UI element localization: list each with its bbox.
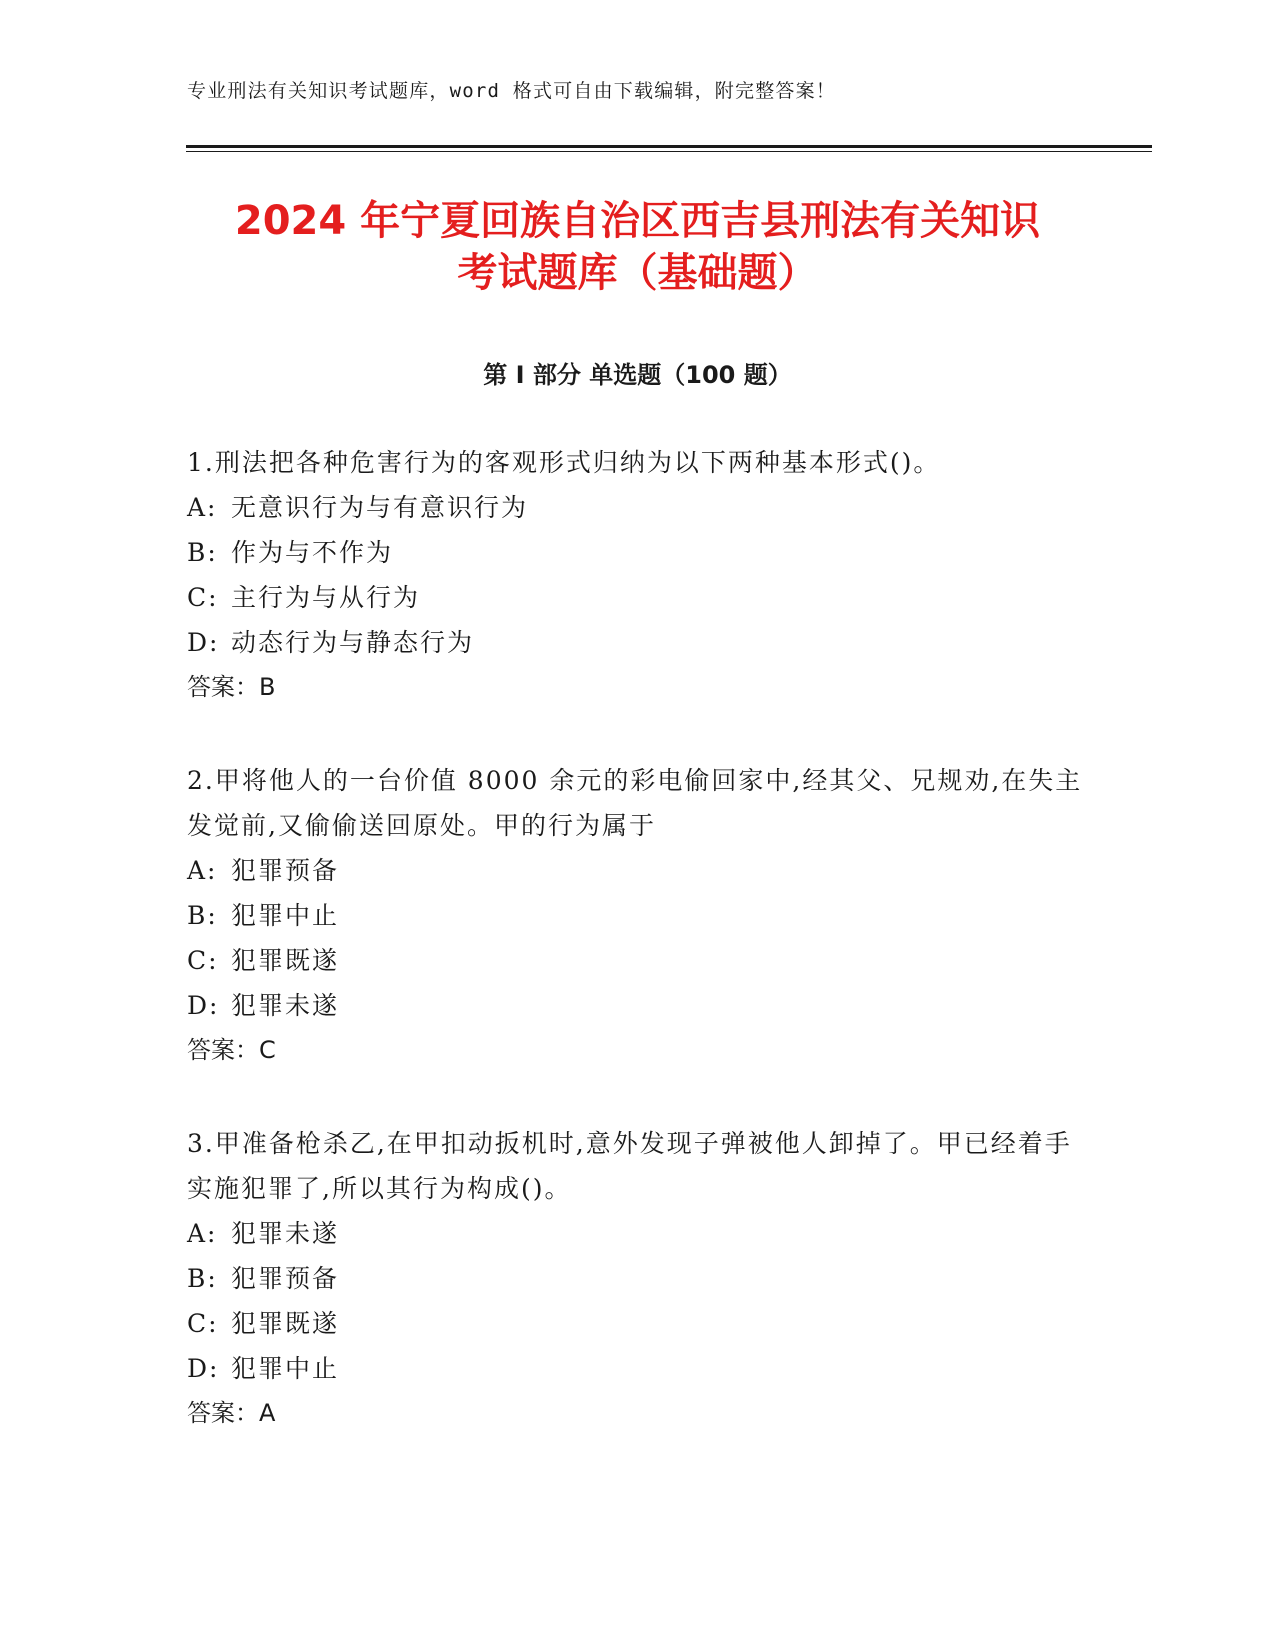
- answer-option-a: [187, 485, 1087, 530]
- option-text: 主行为与从行为: [231, 583, 421, 612]
- question-answer: 答案：C: [187, 1036, 276, 1064]
- document-title: [150, 195, 1125, 299]
- option-text: 犯罪未遂: [231, 1219, 340, 1248]
- option-key: A:: [187, 856, 218, 885]
- question-stem: 2.甲将他人的一台价值 8000 余元的彩电偷回家中,经其父、兄规劝,在失主发觉前,又偷偷送回原处。甲的行为属于: [187, 766, 1083, 840]
- answer-option-b: [187, 893, 1087, 938]
- option-key: C:: [187, 946, 219, 975]
- header-divider-thin: [186, 151, 1152, 152]
- option-text: 犯罪预备: [231, 856, 340, 885]
- answer-option-b: [187, 1256, 1087, 1301]
- answer-option-c: [187, 575, 1087, 620]
- option-key: D:: [187, 991, 220, 1020]
- header-divider-thick: [186, 145, 1152, 148]
- option-text: 犯罪既遂: [231, 946, 340, 975]
- option-text: 动态行为与静态行为: [231, 628, 475, 657]
- question-item: [187, 440, 1087, 710]
- question-list: [187, 440, 1087, 1484]
- option-text: 犯罪中止: [231, 901, 340, 930]
- option-text: 犯罪预备: [231, 1264, 340, 1293]
- option-key: A:: [187, 493, 218, 522]
- option-key: B:: [187, 538, 218, 567]
- answer-option-c: [187, 1301, 1087, 1346]
- section-heading: 第 I 部分 单选题（100 题）: [483, 361, 792, 389]
- answer-option-b: [187, 530, 1087, 575]
- option-key: D:: [187, 1354, 220, 1383]
- option-key: B:: [187, 901, 218, 930]
- title-line-1: 2024 年宁夏回族自治区西吉县刑法有关知识: [234, 198, 1041, 244]
- answer-option-d: [187, 620, 1087, 665]
- option-text: 无意识行为与有意识行为: [231, 493, 529, 522]
- option-key: B:: [187, 1264, 218, 1293]
- option-key: D:: [187, 628, 220, 657]
- question-answer: 答案：B: [187, 673, 276, 701]
- option-text: 犯罪未遂: [231, 991, 340, 1020]
- question-answer: 答案：A: [187, 1399, 276, 1427]
- title-line-2: 考试题库（基础题）: [457, 250, 818, 296]
- answer-option-c: [187, 938, 1087, 983]
- option-text: 犯罪既遂: [231, 1309, 340, 1338]
- question-item: [187, 1121, 1087, 1436]
- question-stem: 3.甲准备枪杀乙,在甲扣动扳机时,意外发现子弹被他人卸掉了。甲已经着手实施犯罪了,所以其行为构成()。: [187, 1129, 1072, 1203]
- option-text: 作为与不作为: [231, 538, 394, 567]
- answer-option-d: [187, 983, 1087, 1028]
- question-stem: 1.刑法把各种危害行为的客观形式归纳为以下两种基本形式()。: [187, 448, 941, 477]
- answer-option-a: [187, 848, 1087, 893]
- question-item: [187, 758, 1087, 1073]
- option-text: 犯罪中止: [231, 1354, 340, 1383]
- answer-option-a: [187, 1211, 1087, 1256]
- option-key: C:: [187, 583, 219, 612]
- option-key: A:: [187, 1219, 218, 1248]
- option-key: C:: [187, 1309, 219, 1338]
- answer-option-d: [187, 1346, 1087, 1391]
- document-header-note: 专业刑法有关知识考试题库，word 格式可自由下载编辑，附完整答案！: [187, 80, 836, 102]
